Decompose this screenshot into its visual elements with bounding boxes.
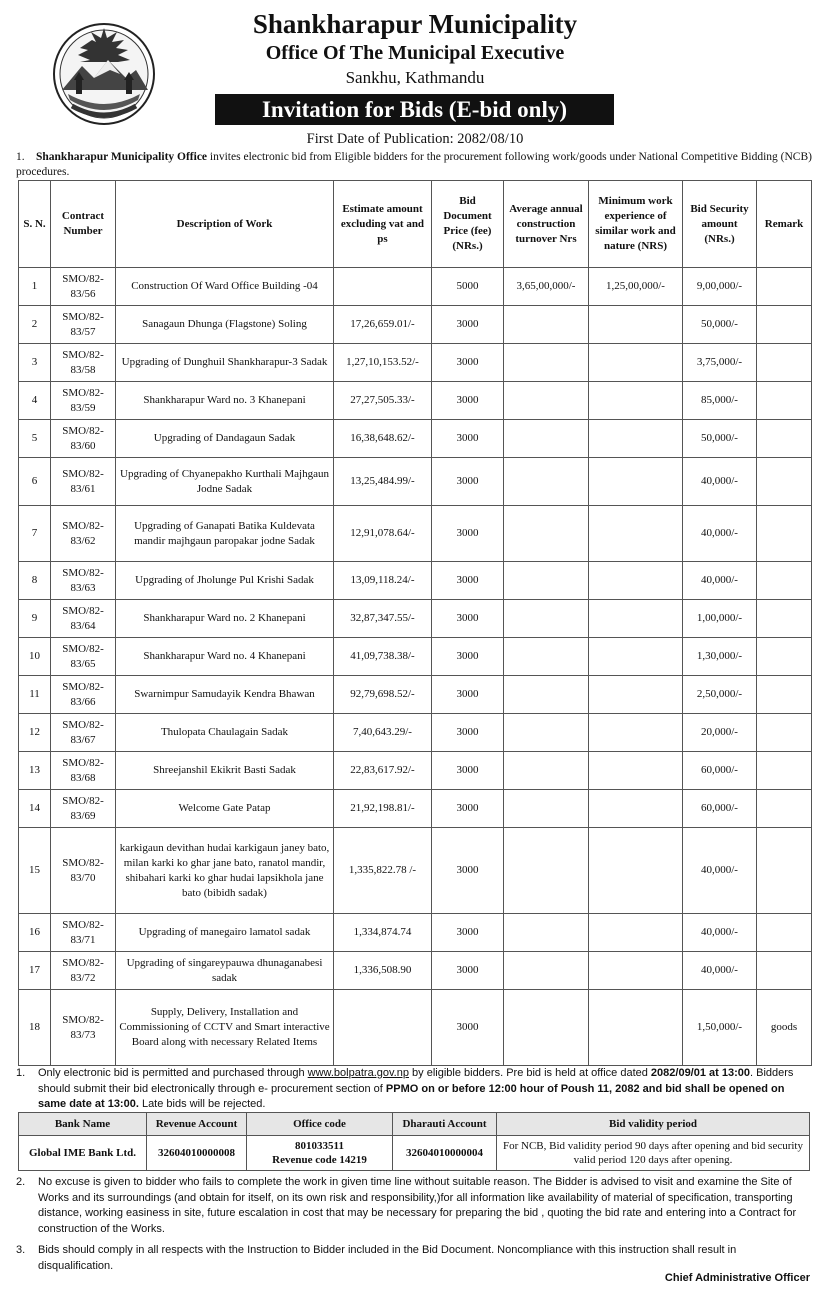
experience	[589, 990, 683, 1066]
turnover	[504, 344, 589, 382]
table-row	[19, 306, 812, 344]
serial-number: 8	[19, 562, 51, 600]
turnover	[504, 790, 589, 828]
experience	[589, 752, 683, 790]
work-description: Thulopata Chaulagain Sadak	[116, 714, 334, 752]
document-fee: 3000	[432, 790, 504, 828]
document-fee: 3000	[432, 420, 504, 458]
bid-security: 60,000/-	[683, 752, 757, 790]
remark	[757, 952, 812, 990]
works-table-body	[19, 268, 812, 1066]
column-header: Dharauti Account	[393, 1113, 497, 1136]
serial-number: 18	[19, 990, 51, 1066]
table-row	[19, 676, 812, 714]
turnover	[504, 562, 589, 600]
table-row	[19, 458, 812, 506]
column-header: Office code	[247, 1113, 393, 1136]
turnover	[504, 458, 589, 506]
experience: 1,25,00,000/-	[589, 268, 683, 306]
column-header: Description of Work	[116, 181, 334, 268]
contract-number: SMO/82-83/68	[51, 752, 116, 790]
bid-security: 3,75,000/-	[683, 344, 757, 382]
works-table	[18, 180, 812, 1066]
turnover: 3,65,00,000/-	[504, 268, 589, 306]
bid-security: 2,50,000/-	[683, 676, 757, 714]
turnover	[504, 506, 589, 562]
table-row	[19, 638, 812, 676]
note-3	[16, 1243, 814, 1274]
note-2	[16, 1175, 814, 1237]
bid-security: 50,000/-	[683, 306, 757, 344]
document-fee: 3000	[432, 914, 504, 952]
document-fee: 3000	[432, 600, 504, 638]
work-description: Sanagaun Dhunga (Flagstone) Soling	[116, 306, 334, 344]
office-code: 801033511	[295, 1140, 344, 1152]
experience	[589, 562, 683, 600]
table-row	[19, 990, 812, 1066]
document-fee: 3000	[432, 752, 504, 790]
work-description: Construction Of Ward Office Building -04	[116, 268, 334, 306]
estimate-amount: 22,83,617.92/-	[334, 752, 432, 790]
turnover	[504, 990, 589, 1066]
note-number: 3.	[16, 1244, 26, 1256]
bid-security: 9,00,000/-	[683, 268, 757, 306]
turnover	[504, 676, 589, 714]
column-header: Estimate amount excluding vat and ps	[334, 181, 432, 268]
note-text: . Bidders should submit their bid electronically through e- procurement section of	[38, 1067, 794, 1095]
table-header-row	[19, 181, 812, 268]
column-header: Average annual construction turnover Nrs	[504, 181, 589, 268]
work-description: Shankharapur Ward no. 4 Khanepani	[116, 638, 334, 676]
bid-validity: For NCB, Bid validity period 90 days after opening and bid security valid period 120 days after opening.	[497, 1136, 810, 1171]
bank-header-row	[19, 1113, 810, 1136]
turnover	[504, 420, 589, 458]
bid-security: 40,000/-	[683, 458, 757, 506]
experience	[589, 344, 683, 382]
intro-text: invites electronic bid from Eligible bidders for the procurement following work/goods under National Competitive Bidding (NCB) procedures.	[16, 151, 812, 178]
note-number: 1.	[16, 1067, 26, 1079]
submission-deadline: PPMO on or before 12:00 hour of Poush 11, 2082 and bid shall be opened on same date at 13:00.	[38, 1082, 785, 1110]
turnover	[504, 306, 589, 344]
remark	[757, 420, 812, 458]
serial-number: 11	[19, 676, 51, 714]
table-row	[19, 506, 812, 562]
contract-number: SMO/82-83/66	[51, 676, 116, 714]
estimate-amount: 12,91,078.64/-	[334, 506, 432, 562]
work-description: Upgrading of manegairo lamatol sadak	[116, 914, 334, 952]
contract-number: SMO/82-83/57	[51, 306, 116, 344]
table-row	[19, 714, 812, 752]
remark: goods	[757, 990, 812, 1066]
experience	[589, 600, 683, 638]
remark	[757, 306, 812, 344]
table-row	[19, 420, 812, 458]
experience	[589, 506, 683, 562]
table-row	[19, 790, 812, 828]
remark	[757, 790, 812, 828]
estimate-amount: 1,27,10,153.52/-	[334, 344, 432, 382]
work-description: Upgrading of Dunghuil Shankharapur-3 Sadak	[116, 344, 334, 382]
contract-number: SMO/82-83/59	[51, 382, 116, 420]
experience	[589, 828, 683, 914]
table-row	[19, 268, 812, 306]
document-fee: 3000	[432, 382, 504, 420]
work-description: Welcome Gate Patap	[116, 790, 334, 828]
intro-paragraph	[16, 150, 818, 180]
estimate-amount: 7,40,643.29/-	[334, 714, 432, 752]
signature-title: Chief Administrative Officer	[664, 1272, 810, 1284]
note-1	[16, 1066, 814, 1113]
work-description: Shreejanshil Ekikrit Basti Sadak	[116, 752, 334, 790]
estimate-amount: 17,26,659.01/-	[334, 306, 432, 344]
serial-number: 16	[19, 914, 51, 952]
estimate-amount: 1,336,508.90	[334, 952, 432, 990]
bid-security: 85,000/-	[683, 382, 757, 420]
remark	[757, 914, 812, 952]
bid-security: 40,000/-	[683, 952, 757, 990]
intro-office: Shankharapur Municipality Office	[36, 151, 208, 163]
document-fee: 3000	[432, 506, 504, 562]
contract-number: SMO/82-83/62	[51, 506, 116, 562]
experience	[589, 952, 683, 990]
estimate-amount: 41,09,738.38/-	[334, 638, 432, 676]
estimate-amount	[334, 268, 432, 306]
column-header: S. N.	[19, 181, 51, 268]
contract-number: SMO/82-83/69	[51, 790, 116, 828]
publication-date: First Date of Publication: 2082/08/10	[306, 131, 524, 147]
remark	[757, 600, 812, 638]
serial-number: 12	[19, 714, 51, 752]
contract-number: SMO/82-83/63	[51, 562, 116, 600]
serial-number: 13	[19, 752, 51, 790]
experience	[589, 714, 683, 752]
estimate-amount: 1,334,874.74	[334, 914, 432, 952]
experience	[589, 676, 683, 714]
document-fee: 3000	[432, 306, 504, 344]
invitation-banner: Invitation for Bids (E-bid only)	[215, 94, 614, 125]
bolpatra-link[interactable]: www.bolpatra.gov.np	[307, 1067, 409, 1079]
serial-number: 14	[19, 790, 51, 828]
bid-security: 40,000/-	[683, 506, 757, 562]
column-header: Bid validity period	[497, 1113, 810, 1136]
contract-number: SMO/82-83/70	[51, 828, 116, 914]
revenue-account: 32604010000008	[158, 1147, 235, 1159]
work-description: Upgrading of Jholunge Pul Krishi Sadak	[116, 562, 334, 600]
pre-bid-date: 2082/09/01 at 13:00	[650, 1067, 751, 1079]
contract-number: SMO/82-83/71	[51, 914, 116, 952]
bank-name: Global IME Bank Ltd.	[29, 1147, 136, 1159]
document-fee: 3000	[432, 676, 504, 714]
remark	[757, 638, 812, 676]
column-header: Bid Security amount (NRs.)	[683, 181, 757, 268]
remark	[757, 828, 812, 914]
remark	[757, 382, 812, 420]
turnover	[504, 714, 589, 752]
serial-number: 7	[19, 506, 51, 562]
work-description: Upgrading of singareypauwa dhunaganabesi sadak	[116, 952, 334, 990]
work-description: Shankharapur Ward no. 3 Khanepani	[116, 382, 334, 420]
estimate-amount: 32,87,347.55/-	[334, 600, 432, 638]
document-fee: 3000	[432, 990, 504, 1066]
table-row	[19, 382, 812, 420]
remark	[757, 752, 812, 790]
work-description: Upgrading of Dandagaun Sadak	[116, 420, 334, 458]
serial-number: 5	[19, 420, 51, 458]
bid-security: 40,000/-	[683, 562, 757, 600]
serial-number: 17	[19, 952, 51, 990]
office-subtitle: Office Of The Municipal Executive	[265, 42, 565, 64]
note-text: No excuse is given to bidder who fails to complete the work in given time line without suitable reason. The Bidder is advised to visit and examine the Site of Works and its surroundings (and obtain for itself, on its own risk and responsibility,)for all information like availability of material of specification, transporting distance, working easiness in site, future escalation in cost that may be necessary for preparing the bid , quoting the bid rate and entering into a Contract for construction of the Works.	[38, 1176, 797, 1235]
serial-number: 1	[19, 268, 51, 306]
note-text: Late bids will be rejected.	[138, 1098, 266, 1110]
document-fee: 3000	[432, 714, 504, 752]
bid-security: 40,000/-	[683, 914, 757, 952]
column-header: Bank Name	[19, 1113, 147, 1136]
document-fee: 3000	[432, 344, 504, 382]
remark	[757, 714, 812, 752]
header	[160, 8, 670, 89]
column-header: Minimum work experience of similar work and nature (NRS)	[589, 181, 683, 268]
note-text: Bids should comply in all respects with the Instruction to Bidder included in the Bid Document. Noncompliance with this instruction shall result in disqualification.	[38, 1244, 737, 1272]
remark	[757, 676, 812, 714]
table-row	[19, 914, 812, 952]
turnover	[504, 382, 589, 420]
turnover	[504, 952, 589, 990]
table-row	[19, 952, 812, 990]
serial-number: 2	[19, 306, 51, 344]
note-number: 2.	[16, 1176, 26, 1188]
turnover	[504, 638, 589, 676]
estimate-amount: 92,79,698.52/-	[334, 676, 432, 714]
table-row	[19, 752, 812, 790]
serial-number: 6	[19, 458, 51, 506]
bank-details-table	[18, 1112, 810, 1171]
estimate-amount: 13,09,118.24/-	[334, 562, 432, 600]
estimate-amount: 27,27,505.33/-	[334, 382, 432, 420]
estimate-amount: 21,92,198.81/-	[334, 790, 432, 828]
serial-number: 10	[19, 638, 51, 676]
turnover	[504, 914, 589, 952]
contract-number: SMO/82-83/61	[51, 458, 116, 506]
work-description: Upgrading of Ganapati Batika Kuldevata mandir majhgaun paropakar jodne Sadak	[116, 506, 334, 562]
work-description: Swarnimpur Samudayik Kendra Bhawan	[116, 676, 334, 714]
remark	[757, 458, 812, 506]
contract-number: SMO/82-83/60	[51, 420, 116, 458]
remark	[757, 344, 812, 382]
dharauti-account: 32604010000004	[406, 1147, 483, 1159]
column-header: Contract Number	[51, 181, 116, 268]
bid-security: 1,00,000/-	[683, 600, 757, 638]
contract-number: SMO/82-83/67	[51, 714, 116, 752]
document-fee: 3000	[432, 458, 504, 506]
document-fee: 5000	[432, 268, 504, 306]
work-description: Upgrading of Chyanepakho Kurthali Majhgaun Jodne Sadak	[116, 458, 334, 506]
municipality-emblem-logo	[50, 20, 158, 128]
column-header: Remark	[757, 181, 812, 268]
table-row	[19, 562, 812, 600]
document-fee: 3000	[432, 562, 504, 600]
bid-security: 50,000/-	[683, 420, 757, 458]
serial-number: 15	[19, 828, 51, 914]
table-row	[19, 828, 812, 914]
contract-number: SMO/82-83/73	[51, 990, 116, 1066]
experience	[589, 914, 683, 952]
remark	[757, 268, 812, 306]
contract-number: SMO/82-83/56	[51, 268, 116, 306]
work-description: Supply, Delivery, Installation and Commissioning of CCTV and Smart interactive Board along with necessary Related Items	[116, 990, 334, 1066]
experience	[589, 790, 683, 828]
contract-number: SMO/82-83/72	[51, 952, 116, 990]
experience	[589, 306, 683, 344]
municipality-title: Shankharapur Municipality	[252, 9, 578, 39]
estimate-amount: 16,38,648.62/-	[334, 420, 432, 458]
note-text: Only electronic bid is permitted and purchased through	[38, 1067, 308, 1079]
serial-number: 4	[19, 382, 51, 420]
experience	[589, 382, 683, 420]
bid-security: 1,50,000/-	[683, 990, 757, 1066]
serial-number: 9	[19, 600, 51, 638]
intro-number: 1.	[16, 151, 25, 163]
bid-security: 1,30,000/-	[683, 638, 757, 676]
table-row	[19, 600, 812, 638]
bid-security: 60,000/-	[683, 790, 757, 828]
work-description: Shankharapur Ward no. 2 Khanepani	[116, 600, 334, 638]
column-header: Bid Document Price (fee) (NRs.)	[432, 181, 504, 268]
document-fee: 3000	[432, 638, 504, 676]
work-description: karkigaun devithan hudai karkigaun janey bato, milan karki ko ghar jane bato, ranatol mandir, shibahari karki ko ghar hudai lapsikhola jane bato (bibidh sadak)	[116, 828, 334, 914]
contract-number: SMO/82-83/58	[51, 344, 116, 382]
bank-row	[19, 1136, 810, 1171]
column-header: Revenue Account	[147, 1113, 247, 1136]
turnover	[504, 600, 589, 638]
estimate-amount	[334, 990, 432, 1066]
bid-security: 40,000/-	[683, 828, 757, 914]
remark	[757, 562, 812, 600]
estimate-amount: 1,335,822.78 /-	[334, 828, 432, 914]
experience	[589, 420, 683, 458]
turnover	[504, 828, 589, 914]
turnover	[504, 752, 589, 790]
bid-security: 20,000/-	[683, 714, 757, 752]
document-fee: 3000	[432, 828, 504, 914]
contract-number: SMO/82-83/64	[51, 600, 116, 638]
document-fee: 3000	[432, 952, 504, 990]
contract-number: SMO/82-83/65	[51, 638, 116, 676]
experience	[589, 458, 683, 506]
experience	[589, 638, 683, 676]
office-location: Sankhu, Kathmandu	[345, 68, 485, 87]
serial-number: 3	[19, 344, 51, 382]
remark	[757, 506, 812, 562]
estimate-amount: 13,25,484.99/-	[334, 458, 432, 506]
table-row	[19, 344, 812, 382]
note-text: by eligible bidders. Pre bid is held at office dated	[408, 1067, 651, 1079]
revenue-code: Revenue code 14219	[272, 1154, 367, 1166]
